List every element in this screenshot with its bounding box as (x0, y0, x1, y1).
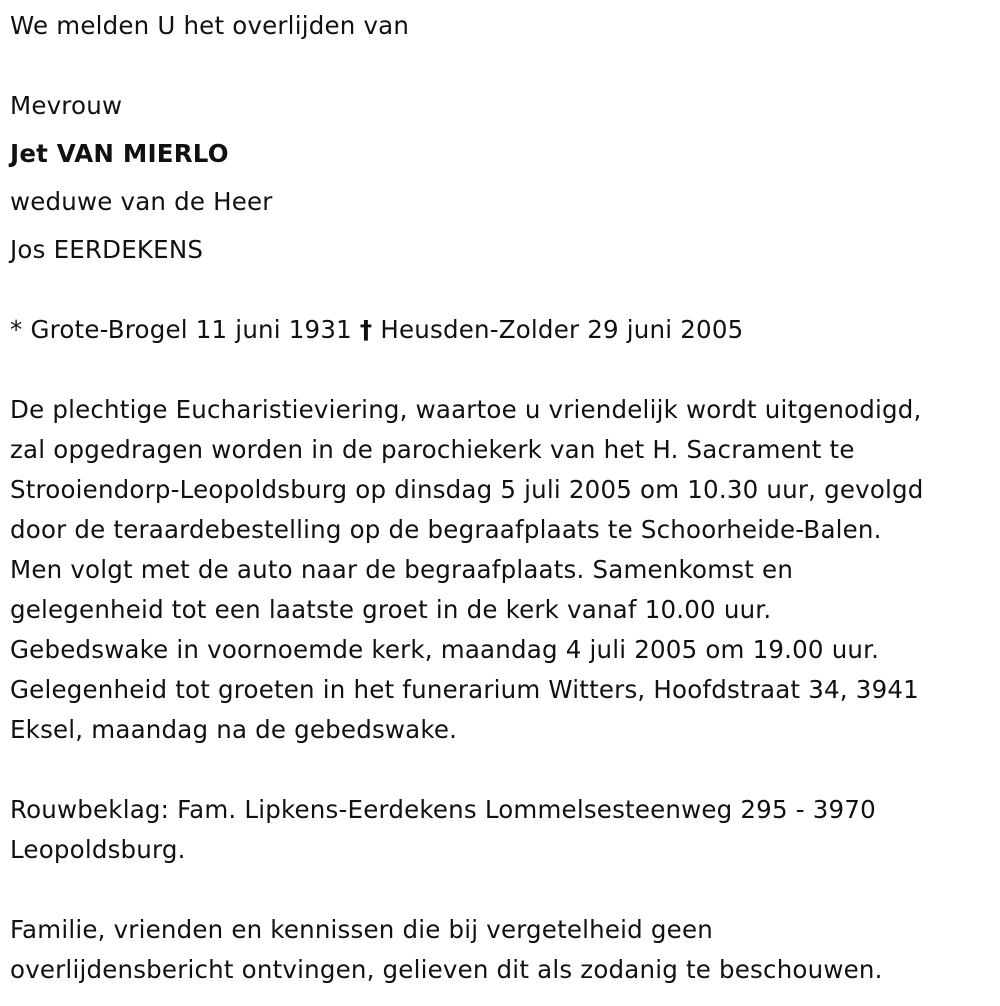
mourning-line: Rouwbeklag: Fam. Lipkens-Eerdekens Lommelsesteenweg 295 - 3970 (10, 795, 876, 824)
salutation: Mevrouw (10, 91, 123, 120)
closing-paragraph (10, 910, 883, 990)
ceremony-line: gelegenheid tot een laatste groet in de kerk vanaf 10.00 uur. (10, 595, 772, 624)
closing-line: Familie, vrienden en kennissen die bij vergetelheid geen (10, 915, 713, 944)
intro-text: We melden U het overlijden van (10, 11, 410, 40)
ceremony-line: Eksel, maandag na de gebedswake. (10, 715, 458, 744)
closing-line: overlijdensbericht ontvingen, gelieven dit als zodanig te beschouwen. (10, 955, 883, 984)
spouse-name: Jos EERDEKENS (10, 235, 204, 264)
ceremony-line: Gelegenheid tot groeten in het funerarium Witters, Hoofdstraat 34, 3941 (10, 675, 919, 704)
ceremony-line: door de teraardebestelling op de begraafplaats te Schoorheide-Balen. (10, 515, 882, 544)
ceremony-line: Gebedswake in voornoemde kerk, maandag 4 juli 2005 om 19.00 uur. (10, 635, 880, 664)
cross-icon: † (359, 315, 373, 344)
birth-info: * Grote-Brogel 11 juni 1931 (10, 315, 352, 344)
ceremony-line: Strooiendorp-Leopoldsburg op dinsdag 5 juli 2005 om 10.30 uur, gevolgd (10, 475, 924, 504)
widow-of-text: weduwe van de Heer (10, 187, 273, 216)
birth-death-line (10, 310, 743, 350)
ceremony-line: Men volgt met de auto naar de begraafplaats. Samenkomst en (10, 555, 794, 584)
deceased-name: Jet VAN MIERLO (10, 139, 229, 168)
mourning-line: Leopoldsburg. (10, 835, 186, 864)
ceremony-line: zal opgedragen worden in de parochiekerk van het H. Sacrament te (10, 435, 855, 464)
ceremony-line: De plechtige Eucharistieviering, waartoe u vriendelijk wordt uitgenodigd, (10, 395, 922, 424)
death-info: Heusden-Zolder 29 juni 2005 (380, 315, 744, 344)
ceremony-paragraph (10, 390, 924, 750)
mourning-paragraph (10, 790, 876, 870)
